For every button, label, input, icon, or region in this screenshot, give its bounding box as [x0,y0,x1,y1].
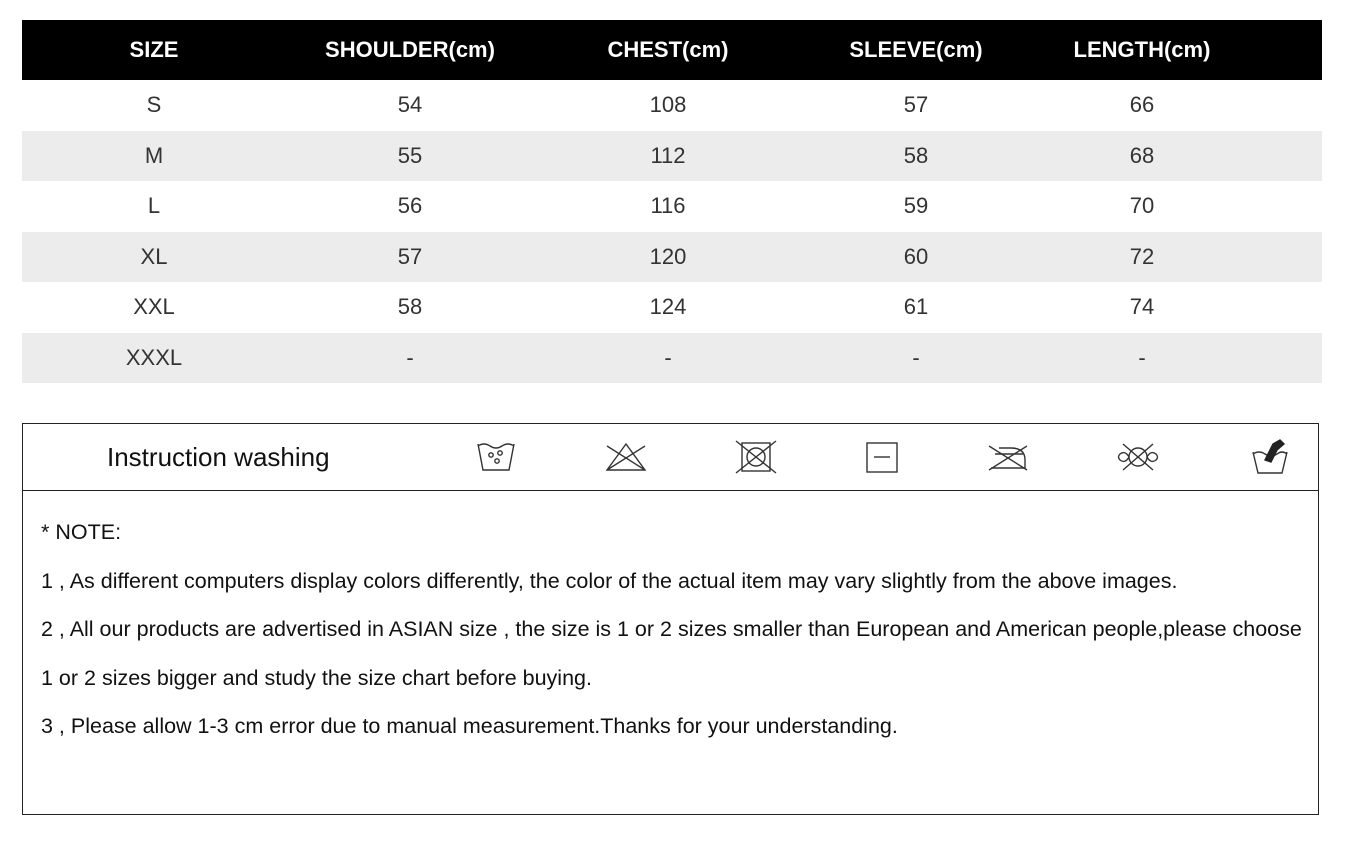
note-line-3: 3 , Please allow 1-3 cm error due to manual measurement.Thanks for your understanding. [41,714,898,738]
size-cell: XL [140,243,168,269]
iron-low-heat-icon [985,438,1031,476]
table-row [22,232,1322,283]
size-cell: XXL [133,294,175,320]
table-header-row [22,20,1322,80]
size-cell: L [147,193,161,219]
sleeve-cell: 58 [903,142,929,168]
note-line-1: 1 , As different computers display colors differently, the color of the actual item may vary slightly from the above images. [41,568,1178,593]
note-line-2: 2 , All our products are advertised in ASIAN size , the size is 1 or 2 sizes smaller than European and American people,please choose 1 or 2 sizes bigger and study the size chart before buying. [41,617,1302,690]
chest-cell: 116 [650,193,686,219]
sleeve-cell: 59 [903,193,929,219]
length-cell: - [1138,344,1146,370]
shoulder-cell: 55 [397,142,423,168]
wash-30-degrees-icon [473,438,519,476]
sleeve-cell: 60 [903,243,929,269]
notes-section [41,508,1312,751]
sleeve-cell: 57 [903,92,929,118]
shoulder-cell: 57 [397,243,423,269]
do-not-bleach-icon [603,438,649,476]
table-row [22,181,1322,232]
length-cell: 68 [1129,142,1155,168]
do-not-dry-clean-icon [1115,438,1161,476]
header-shoulder: SHOULDER(cm) [325,37,495,62]
length-cell: 66 [1129,92,1155,118]
washing-header [23,424,1318,491]
table-row [22,131,1322,182]
sleeve-cell: - [912,344,920,370]
shoulder-cell: - [406,344,414,370]
table-row [22,282,1322,333]
size-cell: S [146,92,162,118]
sleeve-cell: 61 [903,294,929,320]
size-chart-table [22,20,1322,383]
chest-cell: 124 [649,294,687,320]
length-cell: 70 [1129,193,1155,219]
length-cell: 74 [1129,294,1155,320]
washing-instructions-box [22,423,1319,815]
washing-title: Instruction washing [107,441,330,472]
table-row [22,333,1322,384]
dry-flat-icon [859,438,905,476]
header-length: LENGTH(cm) [1073,37,1211,62]
chest-cell: - [664,344,672,370]
header-chest: CHEST(cm) [607,37,729,62]
length-cell: 72 [1129,243,1155,269]
hand-wash-icon [1247,438,1293,476]
shoulder-cell: 54 [397,92,423,118]
header-size: SIZE [129,37,179,62]
header-sleeve: SLEEVE(cm) [849,37,983,62]
note-heading: * NOTE: [41,520,122,544]
chest-cell: 112 [650,142,686,168]
table-row [22,80,1322,131]
size-cell: XXXL [125,344,183,370]
chest-cell: 108 [649,92,687,118]
size-cell: M [144,142,164,168]
shoulder-cell: 58 [397,294,423,320]
chest-cell: 120 [649,243,687,269]
shoulder-cell: 56 [397,193,423,219]
do-not-tumble-dry-icon [733,438,779,476]
